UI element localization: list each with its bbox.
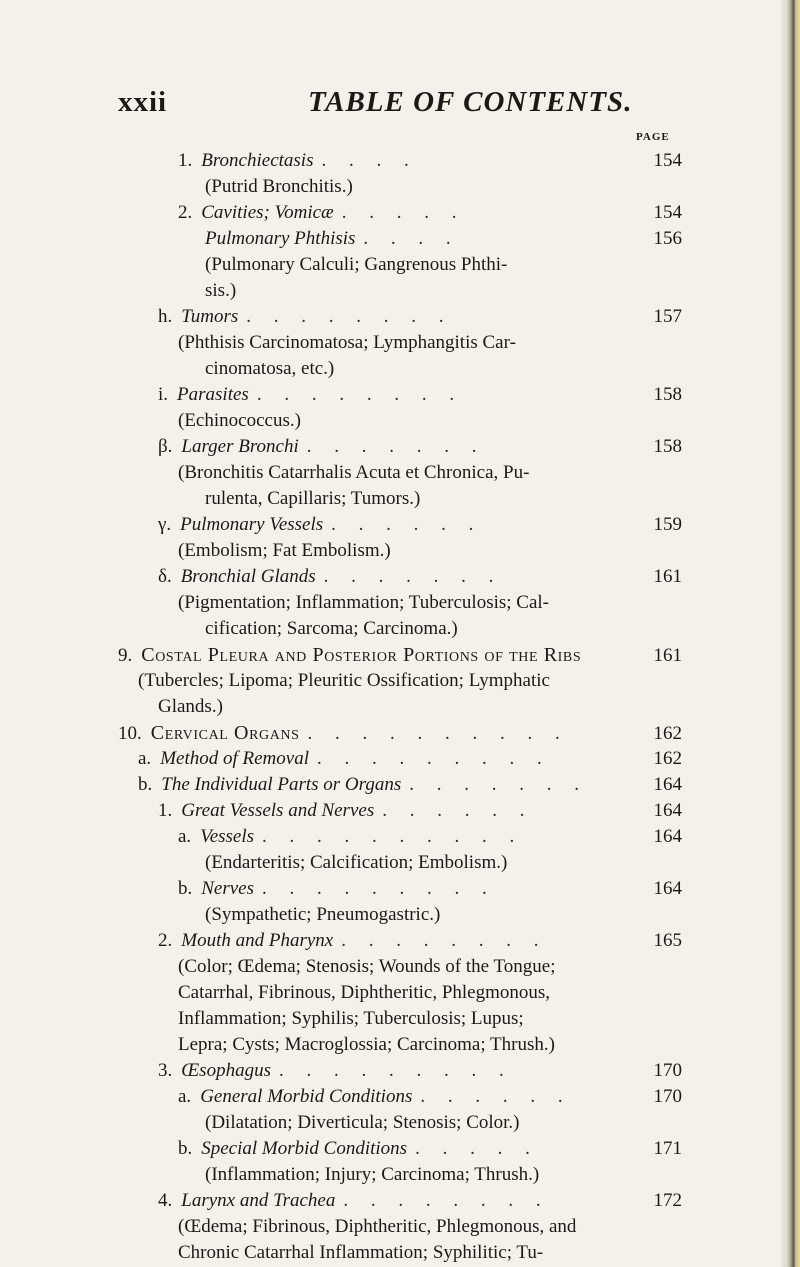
toc-page-number: 164 bbox=[653, 774, 682, 795]
toc-description-text: (Tubercles; Lipoma; Pleuritic Ossification; Lymphatic bbox=[138, 670, 550, 691]
toc-description bbox=[205, 252, 507, 278]
toc-entry-number: 9. bbox=[118, 645, 133, 666]
toc-entry-label: Special Morbid Conditions bbox=[201, 1138, 408, 1159]
toc-entry bbox=[158, 798, 682, 824]
toc-entry-number: b. bbox=[138, 774, 153, 795]
toc-page-number: 172 bbox=[653, 1190, 682, 1211]
toc-page-number: 170 bbox=[653, 1086, 682, 1107]
toc-entry-label: Nerves bbox=[201, 878, 255, 899]
toc-entry bbox=[158, 382, 682, 408]
toc-entry-number: 2. bbox=[178, 202, 193, 223]
toc-page-number: 171 bbox=[653, 1138, 682, 1159]
toc-page-number: 170 bbox=[653, 1060, 682, 1081]
toc-description bbox=[138, 668, 550, 694]
toc-entry bbox=[118, 720, 682, 746]
toc-entry-number: a. bbox=[138, 748, 152, 769]
toc-description-text: Catarrhal, Fibrinous, Diphtheritic, Phlegmonous, bbox=[178, 982, 551, 1003]
toc-entry-label: Cervical Organs bbox=[150, 722, 300, 744]
toc-description-text: Lepra; Cysts; Macroglossia; Carcinoma; Thrush.) bbox=[178, 1034, 555, 1055]
toc-entry-number: 1. bbox=[178, 150, 193, 171]
toc-entry bbox=[158, 304, 682, 330]
toc-entry bbox=[178, 824, 682, 850]
toc-entry bbox=[158, 512, 682, 538]
toc-entry-number: β. bbox=[158, 436, 173, 457]
toc-entry-number: γ. bbox=[158, 514, 172, 535]
toc-page-number: 162 bbox=[653, 748, 682, 769]
toc-leader-dots: . . . . . . . . bbox=[343, 1190, 550, 1211]
toc-leader-dots: . . . . . . bbox=[331, 514, 483, 535]
toc-entry-label: Larynx and Trachea bbox=[181, 1190, 336, 1211]
toc-entry-number: 2. bbox=[158, 930, 173, 951]
toc-entry-label: Bronchial Glands bbox=[180, 566, 316, 587]
toc-description bbox=[178, 1006, 524, 1032]
toc-page-number: 164 bbox=[653, 800, 682, 821]
toc-entry-number: δ. bbox=[158, 566, 172, 587]
toc-description bbox=[205, 356, 334, 382]
toc-entry-label: Parasites bbox=[177, 384, 249, 405]
toc-entry bbox=[178, 1136, 682, 1162]
toc-leader-dots: . . . . . . . . bbox=[341, 930, 548, 951]
toc-leader-dots: . . . . . . . bbox=[306, 436, 486, 457]
toc-entry-label: Tumors bbox=[181, 306, 239, 327]
toc-description bbox=[205, 616, 458, 642]
toc-description bbox=[205, 278, 236, 304]
toc-entry bbox=[158, 1188, 682, 1214]
toc-description-text: (Œdema; Fibrinous, Diphtheritic, Phlegmonous, and bbox=[178, 1216, 577, 1237]
toc-leader-dots: . . . . . . bbox=[420, 1086, 572, 1107]
toc-leader-dots: . . . . . . . . . bbox=[262, 878, 496, 899]
toc-entry bbox=[205, 226, 682, 252]
folio: xxii bbox=[118, 86, 168, 118]
toc-description bbox=[178, 408, 301, 434]
toc-description bbox=[158, 694, 223, 720]
toc-entry-number: a. bbox=[178, 826, 192, 847]
toc-page-number: 154 bbox=[653, 150, 682, 171]
toc-entry-number: h. bbox=[158, 306, 173, 327]
toc-description bbox=[178, 460, 529, 486]
toc-description-text: (Sympathetic; Pneumogastric.) bbox=[205, 904, 441, 925]
toc-leader-dots: . . . . . . . bbox=[409, 774, 588, 795]
toc-entry-number: b. bbox=[178, 1138, 193, 1159]
toc-page-number: 154 bbox=[653, 202, 682, 223]
toc-entry-number: a. bbox=[178, 1086, 192, 1107]
toc-description-text: (Embolism; Fat Embolism.) bbox=[178, 540, 391, 561]
toc-description bbox=[178, 1214, 576, 1240]
toc-entry bbox=[138, 746, 682, 772]
toc-description-text: (Inflammation; Injury; Carcinoma; Thrush.) bbox=[205, 1164, 540, 1185]
toc-entry-label: The Individual Parts or Organs bbox=[161, 774, 402, 795]
toc-description-text: (Bronchitis Catarrhalis Acuta et Chronica, Pu- bbox=[178, 462, 530, 483]
toc-page-number: 161 bbox=[653, 645, 682, 666]
toc-description bbox=[205, 486, 420, 512]
toc-entry-number: b. bbox=[178, 878, 193, 899]
toc-description-text: rulenta, Capillaris; Tumors.) bbox=[205, 488, 421, 509]
toc-leader-dots: . . . . . bbox=[415, 1138, 539, 1159]
running-head bbox=[118, 86, 678, 126]
toc-entry-number: 4. bbox=[158, 1190, 173, 1211]
toc-leader-dots: . . . . bbox=[363, 228, 460, 249]
toc-entry bbox=[158, 564, 682, 590]
toc-page-number: 158 bbox=[653, 436, 682, 457]
toc-entry-label: Pulmonary Phthisis bbox=[205, 228, 356, 249]
toc-entry-label: Mouth and Pharynx bbox=[181, 930, 334, 951]
toc-description bbox=[178, 590, 549, 616]
toc-entry-label: Vessels bbox=[200, 826, 255, 847]
toc-entry-label: General Morbid Conditions bbox=[200, 1086, 413, 1107]
toc-entry-label: Cavities; Vomicæ bbox=[201, 202, 334, 223]
toc-entry-label: Larger Bronchi bbox=[181, 436, 299, 457]
toc-leader-dots: . . . . . . . bbox=[323, 566, 503, 587]
toc-description bbox=[205, 902, 440, 928]
toc-entry-label: Method of Removal bbox=[160, 748, 309, 769]
toc-entry-number: i. bbox=[158, 384, 169, 405]
toc-description-text: (Pigmentation; Inflammation; Tuberculosis; Cal- bbox=[178, 592, 550, 613]
toc-page-number: 156 bbox=[653, 228, 682, 249]
toc-description-text: (Pulmonary Calculi; Gangrenous Phthi- bbox=[205, 254, 508, 275]
toc-entry bbox=[158, 928, 682, 954]
toc-description-text: (Phthisis Carcinomatosa; Lymphangitis Car- bbox=[178, 332, 516, 353]
toc-description bbox=[205, 174, 353, 200]
toc-leader-dots: . . . . . . . . . bbox=[278, 1060, 513, 1081]
toc-entry-label: Œsophagus bbox=[181, 1060, 271, 1081]
toc-description-text: cification; Sarcoma; Carcinoma.) bbox=[205, 618, 458, 639]
toc-leader-dots: . . . . . . bbox=[382, 800, 534, 821]
toc-entry-label: Pulmonary Vessels bbox=[180, 514, 324, 535]
toc-page-number: 158 bbox=[653, 384, 682, 405]
toc-description bbox=[205, 1110, 520, 1136]
toc-description bbox=[205, 850, 507, 876]
toc-description-text: Inflammation; Syphilis; Tuberculosis; Lupus; bbox=[178, 1008, 524, 1029]
toc-page-number: 164 bbox=[653, 826, 682, 847]
toc-description bbox=[178, 330, 516, 356]
toc-entry bbox=[178, 148, 682, 174]
toc-description-text: (Endarteritis; Calcification; Embolism.) bbox=[205, 852, 508, 873]
toc-page-number: 159 bbox=[653, 514, 682, 535]
toc-leader-dots: . . . . . . . . . . bbox=[307, 723, 569, 744]
toc-leader-dots: . . . . . bbox=[341, 202, 466, 223]
toc-description-text: cinomatosa, etc.) bbox=[205, 358, 335, 379]
toc-description bbox=[178, 954, 555, 980]
toc-description-text: (Putrid Bronchitis.) bbox=[205, 176, 353, 197]
toc-entry-label: Great Vessels and Nerves bbox=[181, 800, 375, 821]
toc-description bbox=[178, 1240, 543, 1266]
toc-entry bbox=[138, 772, 682, 798]
toc-leader-dots: . . . . . . . . bbox=[246, 306, 453, 327]
page-column-label: PAGE bbox=[636, 131, 670, 143]
toc-page-number: 157 bbox=[653, 306, 682, 327]
toc-entry-number: 3. bbox=[158, 1060, 173, 1081]
toc-entry-number: 10. bbox=[118, 723, 142, 744]
toc-page-number: 164 bbox=[653, 878, 682, 899]
toc-entry bbox=[158, 434, 682, 460]
toc-description-text: (Echinococcus.) bbox=[178, 410, 301, 431]
toc-page-number: 161 bbox=[653, 566, 682, 587]
toc-leader-dots: . . . . bbox=[321, 150, 418, 171]
toc-leader-dots: . . . . . . . . bbox=[256, 384, 464, 405]
toc-entry bbox=[178, 1084, 682, 1110]
toc-entry bbox=[178, 200, 682, 226]
toc-leader-dots: . . . . . . . . . bbox=[316, 748, 551, 769]
toc-description bbox=[178, 538, 391, 564]
toc-leader-dots: . . . . . . . . . . bbox=[262, 826, 524, 847]
toc-description-text: (Dilatation; Diverticula; Stenosis; Color.) bbox=[205, 1112, 520, 1133]
toc-page-number: 162 bbox=[653, 723, 682, 744]
toc-entry-label: Costal Pleura and Posterior Portions of the Ribs bbox=[141, 644, 582, 666]
toc-description-text: sis.) bbox=[205, 280, 237, 301]
toc-description bbox=[178, 1032, 555, 1058]
page-edge bbox=[786, 0, 800, 1267]
toc-description-text: Glands.) bbox=[158, 696, 223, 717]
toc-entry bbox=[158, 1058, 682, 1084]
running-head-title: TABLE OF CONTENTS. bbox=[308, 86, 633, 118]
toc-page-number: 165 bbox=[653, 930, 682, 951]
toc-description-text: Chronic Catarrhal Inflammation; Syphilitic; Tu- bbox=[178, 1242, 544, 1263]
toc-entry bbox=[118, 642, 682, 668]
toc-entry-label: Bronchiectasis bbox=[201, 150, 314, 171]
toc-entry bbox=[178, 876, 682, 902]
toc-description bbox=[178, 980, 550, 1006]
toc-description bbox=[205, 1162, 539, 1188]
toc-description-text: (Color; Œdema; Stenosis; Wounds of the Tongue; bbox=[178, 956, 556, 977]
toc-entry-number: 1. bbox=[158, 800, 173, 821]
